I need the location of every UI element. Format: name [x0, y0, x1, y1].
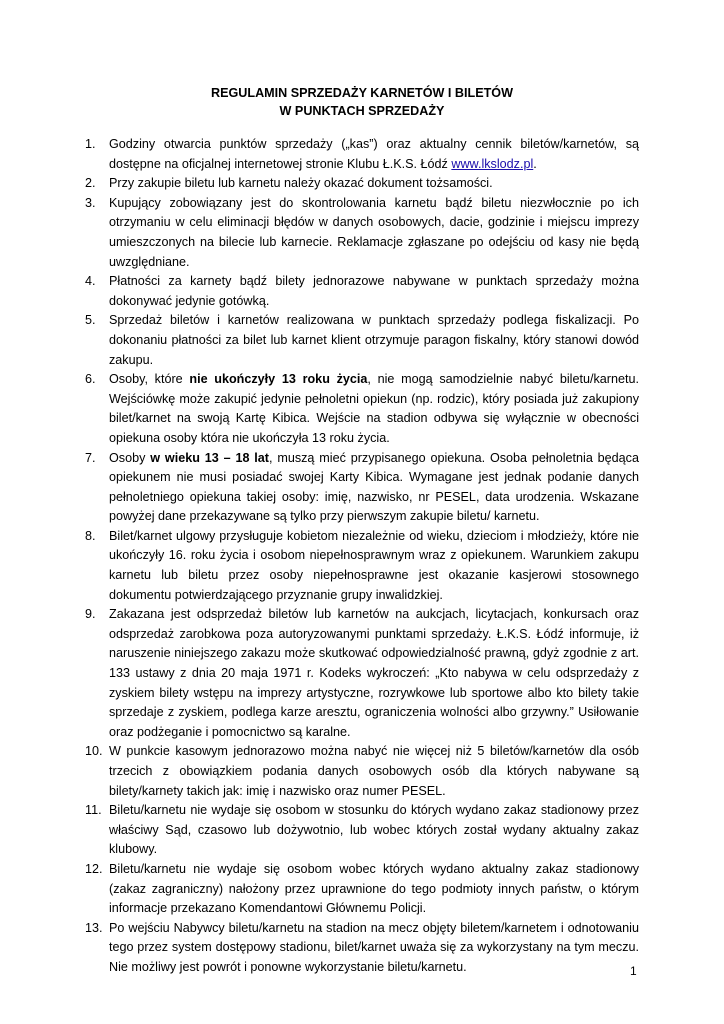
- text-run: Zakazana jest odsprzedaż biletów lub karnetów na aukcjach, licytacjach, konkursach oraz odsprzedaż zarobkowa poza autoryzowanymi punktami sprzedaży. Ł.K.S. Łódź informuje, iż naruszenie niniejszego zakazu może skutkować odpowiedzialność prawną, gdyż zgodnie z art. 133 ustawy z dnia 20 maja 1971 r. Kodeks wykroczeń: „Kto nabywa w celu odsprzedaży z zyskiem bilety wstępu na imprezy artystyczne, rozrywkowe lub sportowe albo kto bilety takie sprzedaje z zyskiem, podlega karze aresztu, ograniczenia wolności albo grzywny.” Usiłowanie oraz podżeganie i pomocnictwo są karalne.: [109, 607, 639, 739]
- list-item-number: 11.: [85, 803, 102, 818]
- bold-text: w wieku 13 – 18 lat: [150, 450, 269, 465]
- list-item-number: 3.: [85, 195, 96, 210]
- list-item: [85, 311, 639, 370]
- list-item: [85, 135, 639, 174]
- text-run: Osoby: [109, 450, 151, 465]
- text-run: Po wejściu Nabywcy biletu/karnetu na stadion na mecz objęty biletem/karnetem i odnotowaniu tego przez system dostępowy stadionu, bilet/karnet uważa się za wykorzystany na tym meczu. Nie możliwy jest powrót i ponowne wykorzystanie biletu/karnetu.: [109, 920, 639, 974]
- list-item-number: 13.: [85, 920, 103, 935]
- document-title-line-2: W PUNKTACH SPRZEDAŻY: [279, 104, 445, 118]
- list-item-number: 4.: [85, 274, 96, 289]
- list-item-text: [109, 176, 493, 190]
- list-item: [85, 801, 639, 860]
- text-run: Przy zakupie biletu lub karnetu należy okazać dokument tożsamości.: [109, 176, 493, 191]
- list-item: [85, 174, 639, 194]
- text-run: Sprzedaż biletów i karnetów realizowana w punktach sprzedaży podlega fiskalizacji. Po dokonaniu płatności za bilet lub karnet klient otrzymuje paragon fiskalny, który stanowi dowód zakupu.: [109, 313, 639, 367]
- list-item-text: [109, 803, 639, 856]
- regulations-list: [85, 135, 639, 978]
- list-item: [85, 527, 639, 605]
- text-run: , muszą mieć przypisanego opiekuna. Osoba pełnoletnia będąca opiekunem nie musi posiadać swojej Karty Kibica. Wymagane jest jednak podanie danych pełnoletniego opiekuna takiej osoby: imię, nazwisko, nr PESEL, data urodzenia. Wskazane powyżej dane przekazywane są tylko przy pierwszym zakupie biletu/ karnetu.: [109, 450, 639, 524]
- list-item-number: 6.: [85, 372, 96, 387]
- list-item: [85, 194, 639, 272]
- list-item: [85, 272, 639, 311]
- page-number: 1: [630, 964, 637, 978]
- list-item-text: [109, 862, 639, 915]
- list-item-number: 5.: [85, 313, 96, 328]
- list-item-text: [109, 744, 639, 797]
- list-item-text: [109, 313, 639, 366]
- text-run: W punkcie kasowym jednorazowo można nabyć nie więcej niż 5 biletów/karnetów dla osób trzecich z obowiązkiem podania danych osobowych osób dla których nabywane są bilety/karnety takich jak: imię i nazwisko oraz numer PESEL.: [109, 744, 639, 798]
- text-run: Bilet/karnet ulgowy przysługuje kobietom niezależnie od wieku, dzieciom i młodzieży, które nie ukończyły 16. roku życia i osobom niepełnosprawnym wraz z opiekunem. Warunkiem zakupu karnetu lub biletu przez osoby niepełnosprawne jest okazanie kasjerowi stosownego dokumentu potwierdzającego przyznanie grupy inwalidzkiej.: [109, 528, 639, 602]
- text-run: Biletu/karnetu nie wydaje się osobom wobec których wydano aktualny zakaz stadionowy (zakaz zagraniczny) nałożony przez uprawnione do tego podmioty innych państw, o którym informacje przekazano Komendantowi Głównemu Policji.: [109, 861, 639, 916]
- list-item-text: [109, 607, 639, 739]
- text-run: Godziny otwarcia punktów sprzedaży („kas”) oraz aktualny cennik biletów/karnetów, są dostępne na oficjalnej internetowej stronie Klubu Ł.K.S. Łódź: [109, 137, 639, 171]
- list-item-text: [109, 451, 639, 524]
- list-item-text: [109, 921, 639, 974]
- document-title-line-1: REGULAMIN SPRZEDAŻY KARNETÓW I BILETÓW: [210, 86, 513, 100]
- list-item-number: 1.: [85, 137, 96, 151]
- list-item: [85, 860, 639, 919]
- text-run: Osoby, które: [109, 372, 190, 387]
- list-item-number: 7.: [85, 450, 96, 465]
- bold-text: nie ukończyły 13 roku życia: [189, 372, 368, 387]
- list-item-number: 2.: [85, 176, 96, 191]
- text-run: .: [533, 156, 537, 171]
- list-item-number: 10.: [85, 744, 103, 759]
- text-run: Płatności za karnety bądź bilety jednorazowe nabywane w punktach sprzedaży można dokonywać jedynie gotówką.: [109, 274, 639, 308]
- website-link[interactable]: www.lkslodz.pl: [451, 156, 534, 171]
- list-item: [85, 919, 639, 978]
- list-item-text: [109, 274, 639, 308]
- list-item: [85, 449, 639, 527]
- list-item-number: 9.: [85, 607, 96, 622]
- list-item-text: [109, 137, 639, 171]
- list-item-number: 12.: [85, 861, 103, 876]
- list-item-number: 8.: [85, 528, 96, 543]
- list-item: [85, 605, 639, 742]
- list-item-text: [109, 529, 639, 602]
- list-item: [85, 742, 639, 801]
- list-item-text: [109, 372, 639, 445]
- list-item: [85, 370, 639, 448]
- list-item-text: [109, 196, 639, 269]
- text-run: , nie mogą samodzielnie nabyć biletu/karnetu. Wejściówkę może zakupić jedynie pełnoletni opiekun (np. rodzic), który posiada już zakupiony bilet/karnet na swoją Kartę Kibica. Wejście na stadion odbywa się wyłącznie w obecności opiekuna osoby która nie ukończyła 13 roku życia.: [109, 372, 639, 445]
- text-run: Biletu/karnetu nie wydaje się osobom w stosunku do których wydano zakaz stadionowy przez właściwy Sąd, czasowo lub dożywotnio, lub wobec których został wydany aktualny zakaz klubowy.: [109, 803, 639, 857]
- text-run: Kupujący zobowiązany jest do skontrolowania karnetu bądź biletu niezwłocznie po ich otrzymaniu w celu eliminacji błędów w danych osobowych, dacie, godzinie i miejscu imprezy umieszczonych na bilecie lub karnecie. Reklamacje zgłaszane po odejściu od kasy nie będą uwzględniane.: [109, 195, 639, 269]
